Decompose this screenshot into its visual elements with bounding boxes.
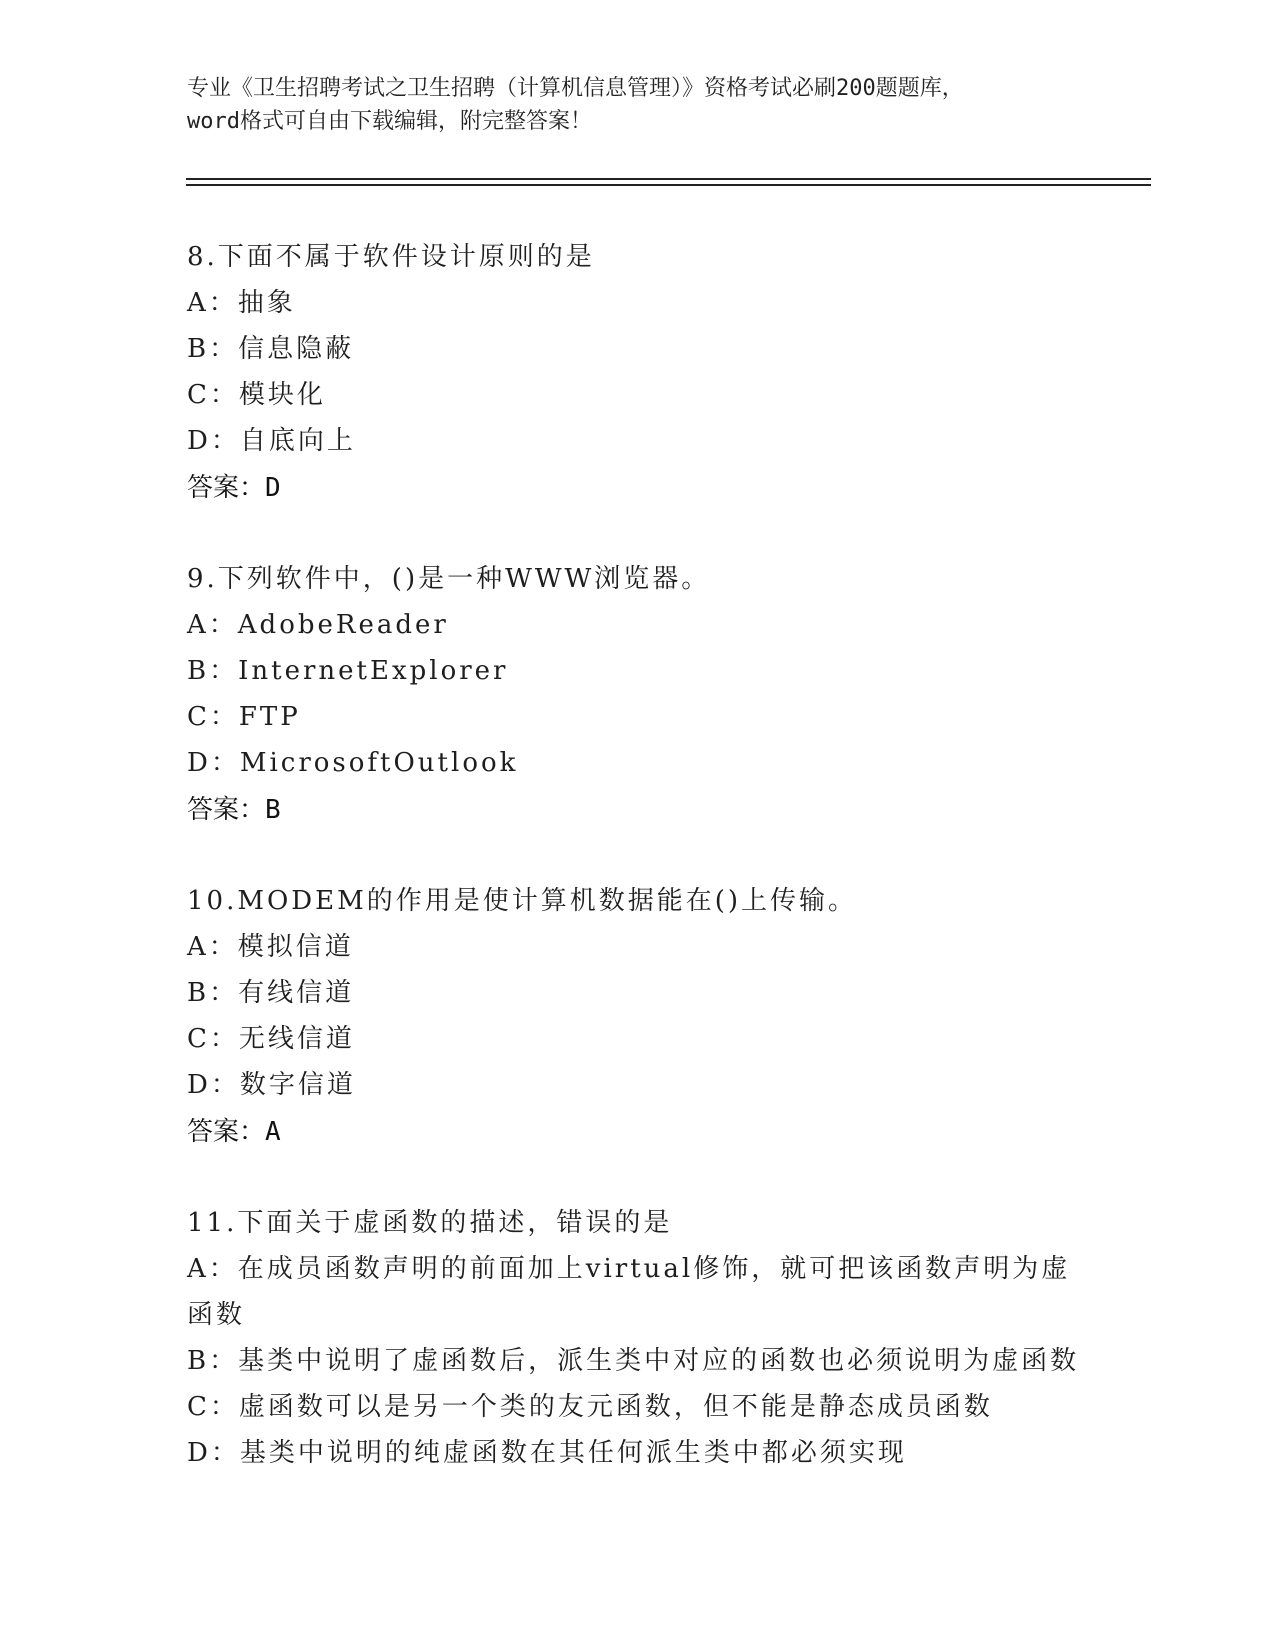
option-d: D：数字信道 bbox=[187, 1070, 356, 1100]
option-d: D：自底向上 bbox=[187, 426, 356, 456]
header-rule-bottom bbox=[186, 184, 1151, 186]
question-8 bbox=[187, 234, 1087, 510]
option-d: D：MicrosoftOutlook bbox=[187, 748, 519, 778]
question-9 bbox=[187, 556, 1087, 832]
option-c: C：虚函数可以是另一个类的友元函数，但不能是静态成员函数 bbox=[187, 1392, 993, 1422]
option-b: B：基类中说明了虚函数后，派生类中对应的函数也必须说明为虚函数 bbox=[187, 1346, 1080, 1376]
answer-line: 答案：A bbox=[187, 1117, 281, 1147]
option-a: A：模拟信道 bbox=[187, 932, 354, 962]
option-a: A：AdobeReader bbox=[187, 610, 449, 640]
option-d: D：基类中说明的纯虚函数在其任何派生类中都必须实现 bbox=[187, 1438, 907, 1468]
option-c: C：FTP bbox=[187, 702, 301, 732]
header-rule-top bbox=[186, 178, 1151, 180]
question-stem: 9.下列软件中，()是一种WWW浏览器。 bbox=[187, 564, 711, 594]
option-a: A：抽象 bbox=[187, 288, 296, 318]
header-line-1: 专业《卫生招聘考试之卫生招聘（计算机信息管理）》资格考试必刷200题题库， bbox=[187, 76, 964, 101]
option-b: B：InternetExplorer bbox=[187, 656, 509, 686]
question-stem: 11.下面关于虚函数的描述，错误的是 bbox=[187, 1208, 673, 1238]
question-list bbox=[187, 234, 1087, 1522]
option-c: C：无线信道 bbox=[187, 1024, 355, 1054]
document-header bbox=[187, 72, 1087, 138]
option-a: A：在成员函数声明的前面加上virtual修饰，就可把该函数声明为虚函数 bbox=[187, 1254, 1071, 1330]
answer-line: 答案：B bbox=[187, 795, 281, 825]
option-b: B：信息隐蔽 bbox=[187, 334, 355, 364]
option-c: C：模块化 bbox=[187, 380, 326, 410]
option-b: B：有线信道 bbox=[187, 978, 355, 1008]
question-11 bbox=[187, 1200, 1087, 1476]
question-10 bbox=[187, 878, 1087, 1154]
header-line-2: word格式可自由下载编辑，附完整答案！ bbox=[187, 109, 592, 134]
answer-line: 答案：D bbox=[187, 473, 281, 503]
question-stem: 8.下面不属于软件设计原则的是 bbox=[187, 242, 595, 272]
question-stem: 10.MODEM的作用是使计算机数据能在()上传输。 bbox=[187, 886, 858, 916]
